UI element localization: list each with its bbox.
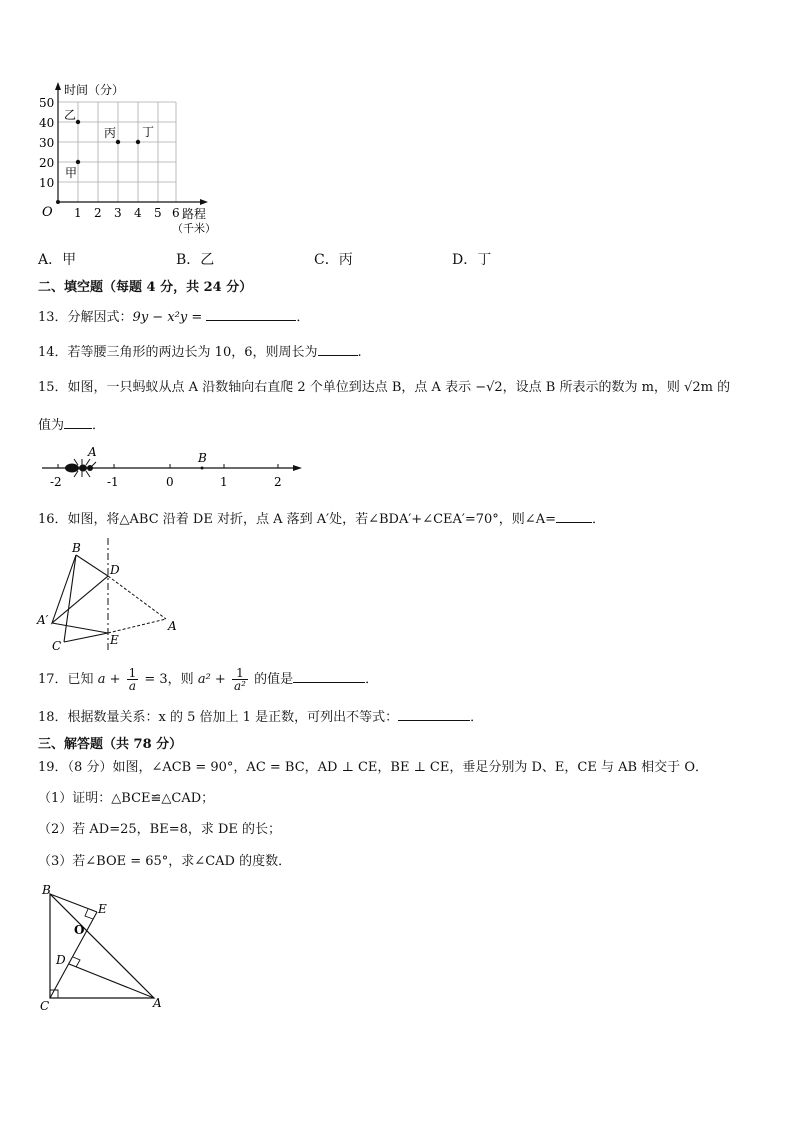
y-tick-label: 10 <box>39 176 55 190</box>
point-label: 乙 <box>64 108 77 122</box>
y-tick-label: 40 <box>39 116 55 130</box>
x-axis-title: 路程 <box>182 207 207 221</box>
q19-right-triangle-figure <box>36 882 170 1014</box>
point-label: 丙 <box>104 126 117 140</box>
x-tick-label: 6 <box>172 206 180 220</box>
origin-label: O <box>42 205 53 220</box>
point-a-label: A <box>88 446 97 459</box>
vertex-a-label: A <box>168 619 177 633</box>
choice-d: D．丁 <box>452 252 492 268</box>
q17-numerator-1: 1 <box>128 666 137 680</box>
q14-answer-blank[interactable] <box>318 342 358 356</box>
y-tick-label: 20 <box>39 156 55 170</box>
x-tick-label: 1 <box>74 206 82 220</box>
axis-label: -2 <box>50 475 62 489</box>
ant-icon <box>65 459 96 477</box>
q16-answer-blank[interactable] <box>556 509 592 523</box>
vertex-a-label: A <box>153 996 162 1010</box>
q14-text: 14．若等腰三角形的两边长为 10，6，则周长为 <box>38 345 318 360</box>
q17-equation: = 3，则 <box>144 672 194 687</box>
axis-label: -1 <box>107 475 119 489</box>
axis-label: 2 <box>274 475 282 489</box>
choice-c: C．丙 <box>314 252 353 268</box>
q17-suffix: 的值是 <box>254 672 294 687</box>
vertex-b-label: B <box>42 883 51 897</box>
question-16 <box>38 509 605 529</box>
question-19-part-1: （1）证明：△BCE≌△CAD； <box>38 791 215 806</box>
point-o-label: O <box>74 923 85 937</box>
point-yi <box>76 120 80 124</box>
q14-suffix: . <box>357 345 362 360</box>
point-label: 甲 <box>65 166 78 180</box>
q15-answer-blank[interactable] <box>64 415 92 429</box>
vertex-a-prime-label: A′ <box>37 613 49 627</box>
choice-a: A．甲 <box>38 252 77 268</box>
question-19-stem: 19．（8 分）如图，∠ACB = 90°，AC = BC，AD ⊥ CE，BE ⊥ CE，垂足分别为 D、E，CE 与 AB 相交于 O． <box>38 760 708 775</box>
x-tick-label: 2 <box>94 206 102 220</box>
q17-denominator-2: a² <box>233 679 246 693</box>
section-3-title: 三、解答题（共 78 分） <box>38 737 183 752</box>
q17-end: ． <box>365 672 379 687</box>
q13-answer-blank[interactable] <box>206 307 296 321</box>
point-b-dot <box>201 467 204 470</box>
q17-term-2: a² + <box>197 672 226 687</box>
section-2-title: 二、填空题（每题 4 分，共 24 分） <box>38 280 253 295</box>
x-tick-label: 5 <box>154 206 162 220</box>
vertex-d-label: D <box>110 563 120 577</box>
point-bing <box>116 140 120 144</box>
vertex-e-label: E <box>98 902 107 916</box>
y-tick-label: 50 <box>39 96 55 110</box>
q18-text: 18．根据数量关系：x 的 5 倍加上 1 是正数，可列出不等式： <box>38 710 399 725</box>
question-13 <box>38 307 309 327</box>
q16-folded-triangle-figure <box>36 536 186 654</box>
q17-numerator-2: 1 <box>232 667 248 680</box>
question-19-part-3: （3）若∠BOE = 65°，求∠CAD 的度数． <box>38 854 292 869</box>
q15-suffix: ． <box>92 418 106 433</box>
q17-fraction-2 <box>232 667 248 692</box>
q18-answer-blank[interactable] <box>398 707 470 721</box>
point-jia <box>76 160 80 164</box>
axis-label: 0 <box>166 475 174 489</box>
q13-prefix: 13．分解因式： <box>38 310 133 325</box>
q17-fraction-1 <box>127 667 139 692</box>
q15-number-line <box>38 446 308 494</box>
q15-line2-text: 值为 <box>38 418 65 433</box>
vertex-d-label: D <box>56 953 66 967</box>
question-17 <box>38 663 378 697</box>
point-label: 丁 <box>142 125 155 139</box>
x-tick-label: 4 <box>134 206 142 220</box>
q16-text: 16．如图，将△ABC 沿着 DE 对折，点 A 落到 A′处，若∠BDA′+∠CEA′=70°，则∠A= <box>38 512 556 527</box>
choice-b: B．乙 <box>176 252 215 268</box>
q17-term-1: a + <box>97 672 121 687</box>
q12-distance-time-graph <box>36 80 226 240</box>
question-14 <box>38 342 362 362</box>
vertex-b-label: B <box>72 541 81 555</box>
vertex-c-label: C <box>52 639 62 653</box>
question-15-line-2 <box>38 415 105 435</box>
question-15-line-1: 15．如图，一只蚂蚁从点 A 沿数轴向右直爬 2 个单位到达点 B，点 A 表示 −√2，设点 B 所表示的数为 m，则 √2m 的 <box>38 380 731 395</box>
vertex-c-label: C <box>40 999 50 1013</box>
q13-expression: 9y − x²y = <box>132 310 203 325</box>
q17-denominator-1: a <box>128 679 136 693</box>
y-tick-label: 30 <box>39 136 55 150</box>
q18-suffix: ． <box>470 710 484 725</box>
q13-suffix: ． <box>296 310 310 325</box>
x-axis-unit: （千米） <box>172 222 216 235</box>
axis-label: 1 <box>220 475 228 489</box>
point-ding <box>136 140 140 144</box>
q17-prefix: 17．已知 <box>38 672 94 687</box>
q17-answer-blank[interactable] <box>293 669 365 683</box>
point-b-label: B <box>198 451 207 465</box>
y-axis-title: 时间（分） <box>64 83 125 97</box>
q16-suffix: ． <box>591 512 605 527</box>
question-19-part-2: （2）若 AD=25，BE=8，求 DE 的长； <box>38 822 282 837</box>
x-tick-label: 3 <box>114 206 122 220</box>
question-18 <box>38 707 483 727</box>
vertex-e-label: E <box>110 633 119 647</box>
